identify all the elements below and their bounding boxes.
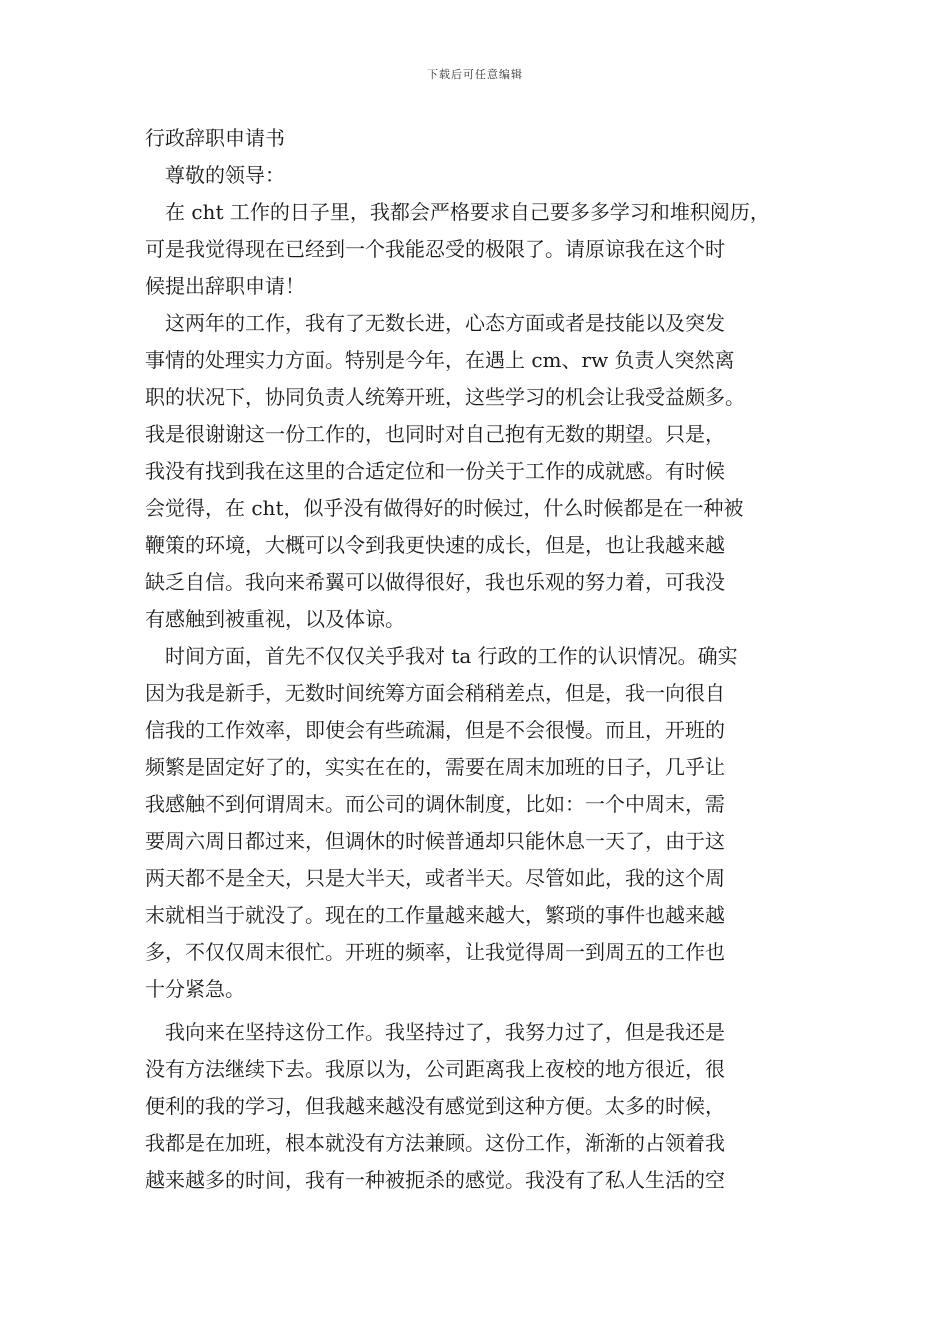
paragraph-line: 有感触到被重视，以及体谅。 [145, 607, 405, 631]
paragraph-3 [145, 638, 825, 1008]
paragraph-1 [145, 194, 825, 305]
paragraph-line: 我都是在加班，根本就没有方法兼顾。这份工作，渐渐的占领着我 [145, 1131, 725, 1155]
paragraph-line: 会觉得，在 cht，似乎没有做得好的时候过，什么时候都是在一种被 [145, 496, 744, 520]
paragraph-line: 因为我是新手，无数时间统筹方面会稍稍差点，但是，我一向很自 [145, 681, 725, 705]
paragraph-line: 鞭策的环境，大概可以令到我更快速的成长，但是，也让我越来越 [145, 533, 725, 557]
paragraph-line: 时间方面，首先不仅仅关乎我对 ta 行政的工作的认识情况。确实 [165, 644, 738, 668]
paragraph-line: 事情的处理实力方面。特别是今年，在遇上 cm、rw 负责人突然离 [145, 348, 735, 372]
page-header: 下载后可任意编辑 [427, 68, 523, 81]
paragraph-line: 两天都不是全天，只是大半天，或者半天。尽管如此，我的这个周 [145, 866, 725, 890]
paragraph-line: 没有方法继续下去。我原以为，公司距离我上夜校的地方很近，很 [145, 1057, 725, 1081]
paragraph-line: 职的状况下，协同负责人统筹开班，这些学习的机会让我受益颇多。 [145, 385, 745, 409]
paragraph-2 [145, 305, 825, 638]
paragraph-line: 缺乏自信。我向来希翼可以做得很好，我也乐观的努力着，可我没 [145, 570, 725, 594]
paragraph-line: 信我的工作效率，即使会有些疏漏，但是不会很慢。而且，开班的 [145, 718, 725, 742]
paragraph-line: 可是我觉得现在已经到一个我能忍受的极限了。请原谅我在这个时 [145, 237, 725, 261]
paragraph-line: 十分紧急。 [145, 977, 245, 1001]
paragraph-line: 我是很谢谢这一份工作的，也同时对自己抱有无数的期望。只是， [145, 422, 725, 446]
paragraph-4 [145, 1014, 825, 1199]
paragraph-line: 多，不仅仅周末很忙。开班的频率，让我觉得周一到周五的工作也 [145, 940, 725, 964]
paragraph-line: 我向来在坚持这份工作。我坚持过了，我努力过了，但是我还是 [165, 1020, 725, 1044]
paragraph-line: 我感触不到何谓周末。而公司的调休制度，比如：一个中周末，需 [145, 792, 725, 816]
document-body [145, 120, 825, 1199]
paragraph-line: 我没有找到我在这里的合适定位和一份关于工作的成就感。有时候 [145, 459, 725, 483]
paragraph-line: 频繁是固定好了的，实实在在的，需要在周末加班的日子，几乎让 [145, 755, 725, 779]
paragraph-line: 候提出辞职申请！ [145, 274, 305, 298]
paragraph-line: 越来越多的时间，我有一种被扼杀的感觉。我没有了私人生活的空 [145, 1168, 725, 1192]
paragraph-line: 在 cht 工作的日子里，我都会严格要求自己要多多学习和堆积阅历， [165, 200, 770, 224]
paragraph-line: 末就相当于就没了。现在的工作量越来越大，繁琐的事件也越来越 [145, 903, 725, 927]
paragraph-line: 这两年的工作，我有了无数长进，心态方面或者是技能以及突发 [165, 311, 725, 335]
paragraph-line: 要周六周日都过来，但调休的时候普通却只能休息一天了，由于这 [145, 829, 725, 853]
document-title: 行政辞职申请书 [145, 126, 285, 150]
paragraph-line: 便利的我的学习，但我越来越没有感觉到这种方便。太多的时候， [145, 1094, 725, 1118]
salutation: 尊敬的领导： [165, 163, 285, 187]
